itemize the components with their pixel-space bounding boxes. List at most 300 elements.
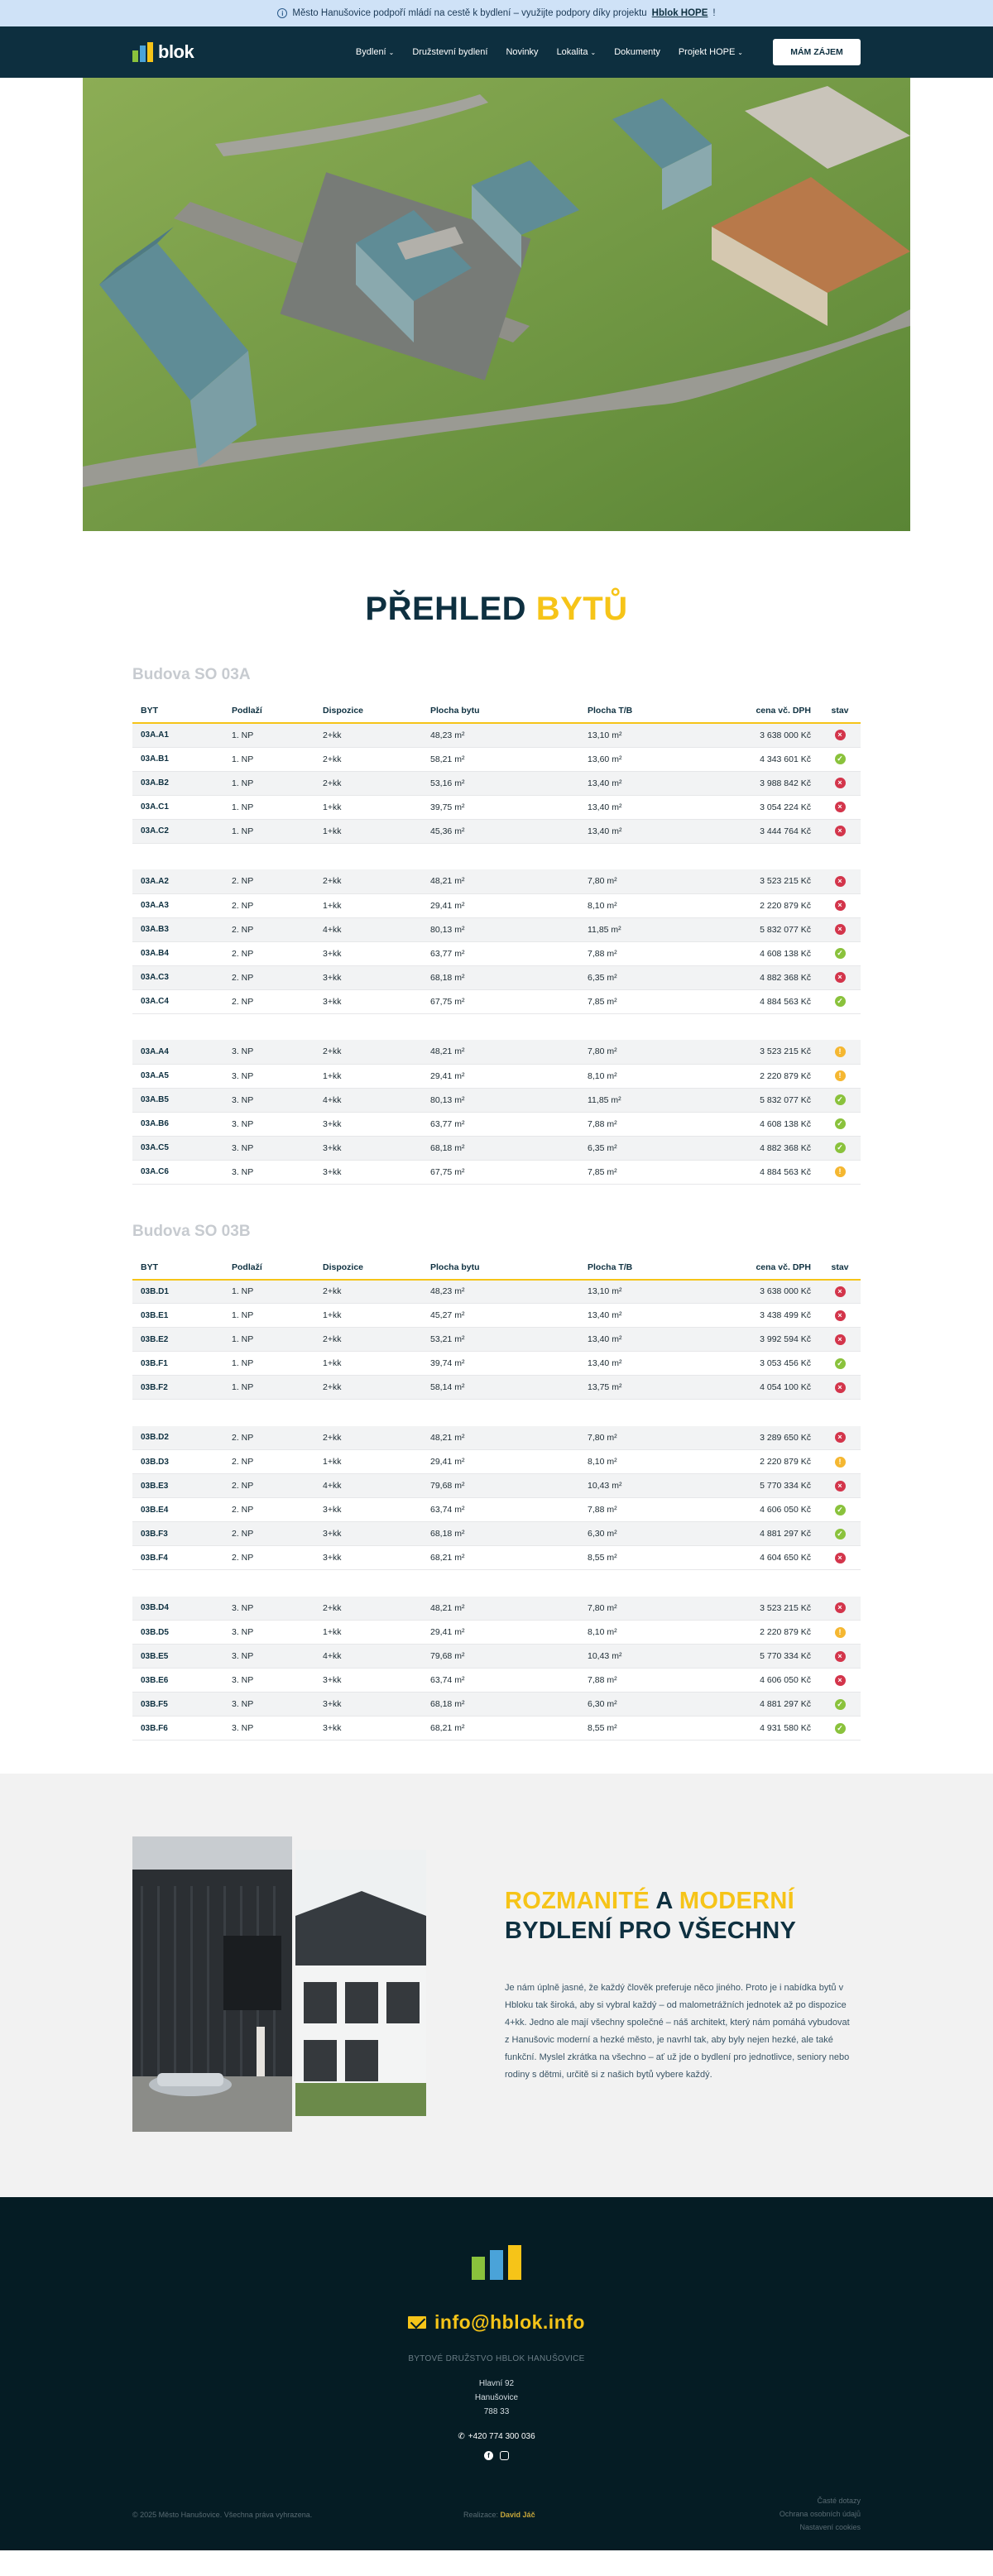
table-row[interactable]	[132, 989, 861, 1013]
table-cell: 8,55 m²	[579, 1546, 720, 1570]
status-cell	[819, 1088, 861, 1112]
column-header: BYT	[132, 1256, 223, 1280]
table-cell: 3. NP	[223, 1040, 314, 1064]
table-cell: 4 608 138 Kč	[720, 941, 819, 965]
column-header: cena vč. DPH	[720, 1256, 819, 1280]
table-cell: 63,74 m²	[422, 1498, 579, 1522]
available-status-icon: ✓	[835, 1094, 846, 1105]
sold-status-icon: ×	[835, 1334, 846, 1345]
table-cell: 58,21 m²	[422, 747, 579, 771]
table-cell: 63,77 m²	[422, 941, 579, 965]
table-cell: 13,40 m²	[579, 1328, 720, 1352]
status-cell	[819, 1621, 861, 1645]
status-cell	[819, 1304, 861, 1328]
table-cell: 3+kk	[314, 1112, 422, 1136]
table-cell: 3+kk	[314, 1693, 422, 1717]
table-cell: 4 881 297 Kč	[720, 1693, 819, 1717]
table-cell: 45,36 m²	[422, 819, 579, 843]
status-cell	[819, 1280, 861, 1304]
unit-link[interactable]: 03A.A3	[132, 893, 223, 917]
table-cell: 4+kk	[314, 917, 422, 941]
table-cell: 3 638 000 Kč	[720, 1280, 819, 1304]
status-cell	[819, 965, 861, 989]
table-cell: 8,55 m²	[579, 1717, 720, 1740]
units-table	[132, 699, 861, 1185]
available-status-icon: ✓	[835, 1142, 846, 1153]
table-cell: 7,80 m²	[579, 1040, 720, 1064]
table-cell: 68,21 m²	[422, 1546, 579, 1570]
table-row[interactable]	[132, 1160, 861, 1184]
column-header: BYT	[132, 699, 223, 723]
table-row[interactable]	[132, 1693, 861, 1717]
unit-link[interactable]: 03B.E6	[132, 1669, 223, 1693]
table-cell: 3. NP	[223, 1693, 314, 1717]
sold-status-icon: ×	[835, 900, 846, 911]
nav-item-label: Dokumenty	[614, 47, 660, 57]
social-links	[0, 2451, 993, 2460]
unit-link[interactable]: 03B.F5	[132, 1693, 223, 1717]
unit-link[interactable]: 03A.C5	[132, 1136, 223, 1160]
table-cell: 4 931 580 Kč	[720, 1717, 819, 1740]
table-row[interactable]	[132, 1669, 861, 1693]
available-status-icon: ✓	[835, 948, 846, 959]
reserved-status-icon: !	[835, 1627, 846, 1638]
status-cell	[819, 1160, 861, 1184]
unit-link[interactable]: 03B.F2	[132, 1376, 223, 1400]
table-cell: 3. NP	[223, 1717, 314, 1740]
footer-link-privacy[interactable]: Ochrana osobních údajů	[779, 2510, 861, 2518]
table-cell: 4 882 368 Kč	[720, 1136, 819, 1160]
sold-status-icon: ×	[835, 1651, 846, 1662]
table-cell: 6,35 m²	[579, 1136, 720, 1160]
table-cell: 3+kk	[314, 1717, 422, 1740]
sold-status-icon: ×	[835, 924, 846, 935]
sold-status-icon: ×	[835, 876, 846, 887]
table-cell: 80,13 m²	[422, 917, 579, 941]
column-header: Plocha T/B	[579, 699, 720, 723]
unit-link[interactable]: 03A.B1	[132, 747, 223, 771]
unit-link[interactable]: 03A.B3	[132, 917, 223, 941]
footer-phone-link[interactable]	[0, 2432, 993, 2441]
table-cell: 4 884 563 Kč	[720, 989, 819, 1013]
reserved-status-icon: !	[835, 1166, 846, 1177]
table-cell: 5 832 077 Kč	[720, 917, 819, 941]
table-cell: 29,41 m²	[422, 1450, 579, 1474]
table-row[interactable]	[132, 795, 861, 819]
table-cell: 8,10 m²	[579, 1064, 720, 1088]
footer-address-city: Hanušovice	[474, 2393, 519, 2402]
main-nav	[356, 47, 743, 57]
table-cell: 67,75 m²	[422, 1160, 579, 1184]
table-cell: 3 523 215 Kč	[720, 1597, 819, 1621]
table-row[interactable]	[132, 893, 861, 917]
table-cell: 29,41 m²	[422, 1064, 579, 1088]
table-row[interactable]	[132, 1498, 861, 1522]
table-cell: 7,88 m²	[579, 1498, 720, 1522]
nav-item-label: Lokalita	[556, 47, 588, 57]
table-cell: 2+kk	[314, 1376, 422, 1400]
table-cell: 63,74 m²	[422, 1669, 579, 1693]
table-cell: 8,10 m²	[579, 1450, 720, 1474]
table-cell: 5 832 077 Kč	[720, 1088, 819, 1112]
site-header	[0, 26, 993, 78]
available-status-icon: ✓	[835, 754, 846, 764]
unit-link[interactable]: 03A.B5	[132, 1088, 223, 1112]
unit-link[interactable]: 03A.A1	[132, 723, 223, 747]
table-row[interactable]	[132, 1064, 861, 1088]
table-cell: 3 523 215 Kč	[720, 1040, 819, 1064]
table-cell: 2+kk	[314, 1328, 422, 1352]
table-cell: 3. NP	[223, 1064, 314, 1088]
unit-link[interactable]: 03A.A5	[132, 1064, 223, 1088]
table-cell: 3. NP	[223, 1160, 314, 1184]
unit-link[interactable]: 03A.C4	[132, 989, 223, 1013]
footer-email: info@hblok.info	[434, 2311, 585, 2333]
footer-credit: Realizace: David Jáč	[463, 2511, 535, 2519]
unit-link[interactable]: 03B.F6	[132, 1717, 223, 1740]
sold-status-icon: ×	[835, 1310, 846, 1321]
table-cell: 2 220 879 Kč	[720, 1450, 819, 1474]
table-cell: 45,27 m²	[422, 1304, 579, 1328]
table-cell: 1+kk	[314, 893, 422, 917]
status-cell	[819, 917, 861, 941]
table-cell: 2+kk	[314, 723, 422, 747]
table-cell: 3 289 650 Kč	[720, 1426, 819, 1450]
reserved-status-icon: !	[835, 1457, 846, 1468]
table-row[interactable]	[132, 1136, 861, 1160]
table-row[interactable]	[132, 819, 861, 843]
building-name: Budova SO 03B	[132, 1222, 251, 1240]
table-cell: 3+kk	[314, 941, 422, 965]
unit-link[interactable]: 03B.D3	[132, 1450, 223, 1474]
table-cell: 5 770 334 Kč	[720, 1474, 819, 1498]
table-cell: 7,80 m²	[579, 1597, 720, 1621]
units-table	[132, 1256, 861, 1741]
table-cell: 2. NP	[223, 1426, 314, 1450]
table-cell: 3 992 594 Kč	[720, 1328, 819, 1352]
nav-item-label: Novinky	[506, 47, 539, 57]
table-row[interactable]	[132, 1112, 861, 1136]
footer-logo-icon	[472, 2245, 521, 2284]
status-cell	[819, 893, 861, 917]
table-cell: 3. NP	[223, 1136, 314, 1160]
sold-status-icon: ×	[835, 802, 846, 812]
sold-status-icon: ×	[835, 1602, 846, 1613]
unit-link[interactable]: 03B.E2	[132, 1328, 223, 1352]
unit-link[interactable]: 03A.B4	[132, 941, 223, 965]
unit-link[interactable]: 03B.F4	[132, 1546, 223, 1570]
table-cell: 1+kk	[314, 1064, 422, 1088]
promo-section	[0, 1774, 993, 2197]
table-cell: 79,68 m²	[422, 1645, 579, 1669]
buildings-list	[0, 666, 993, 1740]
footer-phone: +420 774 300 036	[468, 2432, 535, 2441]
table-row[interactable]	[132, 1088, 861, 1112]
table-cell: 48,21 m²	[422, 1597, 579, 1621]
table-cell: 4 606 050 Kč	[720, 1669, 819, 1693]
status-cell	[819, 1645, 861, 1669]
unit-link[interactable]: 03B.E5	[132, 1645, 223, 1669]
sold-status-icon: ×	[835, 1382, 846, 1393]
status-cell	[819, 1522, 861, 1546]
unit-link[interactable]: 03B.F1	[132, 1352, 223, 1376]
table-row[interactable]	[132, 1304, 861, 1328]
table-row[interactable]	[132, 1426, 861, 1450]
table-cell: 48,21 m²	[422, 1426, 579, 1450]
table-cell: 2+kk	[314, 771, 422, 795]
table-cell: 5 770 334 Kč	[720, 1645, 819, 1669]
unit-link[interactable]: 03A.C3	[132, 965, 223, 989]
available-status-icon: ✓	[835, 1505, 846, 1515]
reserved-status-icon: !	[835, 1070, 846, 1081]
logo[interactable]	[132, 41, 194, 63]
logo-mark-icon	[132, 42, 153, 62]
status-cell	[819, 989, 861, 1013]
table-row[interactable]	[132, 869, 861, 893]
table-row[interactable]	[132, 771, 861, 795]
interest-button[interactable]: MÁM ZÁJEM	[773, 39, 861, 65]
table-row[interactable]	[132, 723, 861, 747]
unit-link[interactable]: 03B.F3	[132, 1522, 223, 1546]
table-cell: 3 053 456 Kč	[720, 1352, 819, 1376]
sold-status-icon: ×	[835, 1675, 846, 1686]
table-row[interactable]	[132, 1645, 861, 1669]
table-row[interactable]	[132, 917, 861, 941]
table-cell: 1. NP	[223, 795, 314, 819]
site-footer	[0, 2197, 993, 2550]
status-cell	[819, 1040, 861, 1064]
table-cell: 4 054 100 Kč	[720, 1376, 819, 1400]
table-cell: 3. NP	[223, 1669, 314, 1693]
table-cell: 2 220 879 Kč	[720, 1621, 819, 1645]
table-cell: 1+kk	[314, 795, 422, 819]
table-cell: 39,74 m²	[422, 1352, 579, 1376]
chevron-down-icon: ⌄	[737, 48, 743, 56]
table-cell: 63,77 m²	[422, 1112, 579, 1136]
status-cell	[819, 795, 861, 819]
table-cell: 4 604 650 Kč	[720, 1546, 819, 1570]
table-cell: 6,30 m²	[579, 1522, 720, 1546]
table-cell: 2. NP	[223, 917, 314, 941]
mail-icon	[408, 2316, 426, 2329]
table-cell: 6,35 m²	[579, 965, 720, 989]
sold-status-icon: ×	[835, 1286, 846, 1297]
table-row[interactable]	[132, 1717, 861, 1740]
unit-link[interactable]: 03A.B2	[132, 771, 223, 795]
available-status-icon: ✓	[835, 1358, 846, 1369]
promo-image-building	[295, 1850, 426, 2116]
table-cell: 67,75 m²	[422, 989, 579, 1013]
column-header: Plocha T/B	[579, 1256, 720, 1280]
nav-item-2[interactable]	[506, 47, 538, 57]
unit-link[interactable]: 03B.E3	[132, 1474, 223, 1498]
nav-item-0[interactable]	[356, 47, 394, 57]
promo-body: Je nám úplně jasné, že každý člověk preferuje něco jiného. Proto je i nabídka bytů v Hbloku tak široká, aby si vybral každý – od malometrážních jednotek až po dispozice 4+kk. Jedno ale mají všechny společné – náš architekt, který nám pomáhá vybudovat z Hanušovic moderní a hezké město, je navrhl tak, aby byly nejen hezké, ale také funkční. Myslel zkrátka na všechno – ať už jde o bydlení pro jednotlivce, seniory nebo rodiny s dětmi, určitě si z našich bytů vybere každý.	[505, 1982, 850, 2080]
table-cell: 13,40 m²	[579, 819, 720, 843]
table-cell: 2. NP	[223, 893, 314, 917]
status-cell	[819, 1112, 861, 1136]
announcement-text: Město Hanušovice podpoří mládí na cestě k bydlení – využijte podpory díky projektu	[292, 8, 647, 18]
table-cell: 53,21 m²	[422, 1328, 579, 1352]
sold-status-icon: ×	[835, 778, 846, 788]
table-row[interactable]	[132, 1328, 861, 1352]
table-cell: 7,80 m²	[579, 1426, 720, 1450]
instagram-icon[interactable]	[500, 2451, 509, 2460]
table-cell: 29,41 m²	[422, 1621, 579, 1645]
table-cell: 1. NP	[223, 771, 314, 795]
footer-credit-name[interactable]: David Jáč	[500, 2511, 535, 2519]
table-cell: 1. NP	[223, 1328, 314, 1352]
footer-email-link[interactable]	[0, 2311, 993, 2334]
footer-links	[780, 2494, 861, 2534]
footer-link-faq[interactable]: Časté dotazy	[817, 2497, 861, 2505]
table-cell: 3 444 764 Kč	[720, 819, 819, 843]
status-cell	[819, 1669, 861, 1693]
chevron-down-icon: ⌄	[590, 48, 597, 56]
status-cell	[819, 819, 861, 843]
table-cell: 7,85 m²	[579, 1160, 720, 1184]
table-cell: 2. NP	[223, 1450, 314, 1474]
table-row[interactable]	[132, 1450, 861, 1474]
unit-link[interactable]: 03B.D5	[132, 1621, 223, 1645]
nav-item-4[interactable]	[614, 47, 660, 57]
table-row[interactable]	[132, 1522, 861, 1546]
unit-link[interactable]: 03B.E4	[132, 1498, 223, 1522]
table-cell: 3+kk	[314, 965, 422, 989]
table-row[interactable]	[132, 1546, 861, 1570]
hero-image	[83, 78, 910, 531]
nav-item-3[interactable]	[557, 47, 597, 57]
table-row[interactable]	[132, 1280, 861, 1304]
sold-status-icon: ×	[835, 730, 846, 740]
table-cell: 7,88 m²	[579, 941, 720, 965]
table-cell: 8,10 m²	[579, 1621, 720, 1645]
table-cell: 6,30 m²	[579, 1693, 720, 1717]
table-cell: 1+kk	[314, 1450, 422, 1474]
footer-coop-name: BYTOVÉ DRUŽSTVO HBLOK HANUŠOVICE	[408, 2354, 585, 2363]
table-cell: 4 606 050 Kč	[720, 1498, 819, 1522]
table-cell: 48,21 m²	[422, 869, 579, 893]
table-cell: 3 054 224 Kč	[720, 795, 819, 819]
table-cell: 1+kk	[314, 1352, 422, 1376]
sold-status-icon: ×	[835, 972, 846, 983]
table-cell: 4 881 297 Kč	[720, 1522, 819, 1546]
table-cell: 7,88 m²	[579, 1669, 720, 1693]
nav-item-1[interactable]	[412, 47, 487, 57]
status-cell	[819, 771, 861, 795]
table-row[interactable]	[132, 1376, 861, 1400]
available-status-icon: ✓	[835, 996, 846, 1007]
status-cell	[819, 747, 861, 771]
table-row[interactable]	[132, 1474, 861, 1498]
table-cell: 3. NP	[223, 1088, 314, 1112]
footer-copyright: © 2025 Město Hanušovice. Všechna práva vyhrazena.	[132, 2511, 313, 2519]
promo-title: ROZMANITÉ A MODERNÍ BYDLENÍ PRO VŠECHNY	[505, 1888, 797, 1945]
unit-link[interactable]: 03B.E1	[132, 1304, 223, 1328]
status-cell	[819, 1328, 861, 1352]
table-cell: 1. NP	[223, 819, 314, 843]
table-cell: 7,80 m²	[579, 869, 720, 893]
table-cell: 3 523 215 Kč	[720, 869, 819, 893]
unit-link[interactable]: 03B.D1	[132, 1280, 223, 1304]
status-cell	[819, 1597, 861, 1621]
building-section	[132, 1223, 861, 1741]
available-status-icon: ✓	[835, 1118, 846, 1129]
table-cell: 10,43 m²	[579, 1474, 720, 1498]
status-cell	[819, 1474, 861, 1498]
status-cell	[819, 869, 861, 893]
info-icon: i	[277, 8, 287, 18]
footer-link-cookies[interactable]: Nastavení cookies	[799, 2523, 861, 2531]
footer-address-street: Hlavní 92	[478, 2379, 515, 2388]
unit-link[interactable]: 03A.C1	[132, 795, 223, 819]
sold-status-icon: ×	[835, 1481, 846, 1491]
table-cell: 7,85 m²	[579, 989, 720, 1013]
table-row[interactable]	[132, 747, 861, 771]
table-cell: 2. NP	[223, 869, 314, 893]
table-cell: 68,18 m²	[422, 1693, 579, 1717]
unit-link[interactable]: 03A.A4	[132, 1040, 223, 1064]
table-cell: 10,43 m²	[579, 1645, 720, 1669]
announcement-link[interactable]: Hblok HOPE	[651, 8, 708, 18]
table-cell: 2+kk	[314, 1280, 422, 1304]
table-cell: 3. NP	[223, 1597, 314, 1621]
table-cell: 2+kk	[314, 1426, 422, 1450]
table-cell: 3 988 842 Kč	[720, 771, 819, 795]
announcement-suffix: !	[712, 8, 716, 18]
table-row[interactable]	[132, 1621, 861, 1645]
table-cell: 13,40 m²	[579, 795, 720, 819]
table-row[interactable]	[132, 965, 861, 989]
unit-link[interactable]: 03B.D2	[132, 1426, 223, 1450]
table-cell: 1. NP	[223, 1304, 314, 1328]
unit-link[interactable]: 03B.D4	[132, 1597, 223, 1621]
unit-link[interactable]: 03A.A2	[132, 869, 223, 893]
table-row[interactable]	[132, 941, 861, 965]
facebook-icon[interactable]: f	[484, 2451, 493, 2460]
table-cell: 3. NP	[223, 1112, 314, 1136]
status-cell	[819, 1376, 861, 1400]
table-cell: 68,18 m²	[422, 1136, 579, 1160]
column-header: Dispozice	[314, 699, 422, 723]
nav-item-5[interactable]	[679, 47, 743, 57]
unit-link[interactable]: 03A.C6	[132, 1160, 223, 1184]
unit-link[interactable]: 03A.C2	[132, 819, 223, 843]
available-status-icon: ✓	[835, 1723, 846, 1734]
status-cell	[819, 1136, 861, 1160]
status-cell	[819, 1426, 861, 1450]
table-cell: 1. NP	[223, 1280, 314, 1304]
table-cell: 2. NP	[223, 941, 314, 965]
sold-status-icon: ×	[835, 1432, 846, 1443]
table-row[interactable]	[132, 1040, 861, 1064]
table-cell: 4+kk	[314, 1645, 422, 1669]
table-cell: 29,41 m²	[422, 893, 579, 917]
unit-link[interactable]: 03A.B6	[132, 1112, 223, 1136]
table-row[interactable]	[132, 1352, 861, 1376]
table-cell: 48,21 m²	[422, 1040, 579, 1064]
building-section	[132, 666, 861, 1185]
table-cell: 1. NP	[223, 747, 314, 771]
table-cell: 4 884 563 Kč	[720, 1160, 819, 1184]
table-cell: 3 638 000 Kč	[720, 723, 819, 747]
table-row[interactable]	[132, 1597, 861, 1621]
table-cell: 1. NP	[223, 1352, 314, 1376]
table-cell: 2. NP	[223, 989, 314, 1013]
column-header: Podlaží	[223, 1256, 314, 1280]
table-cell: 2+kk	[314, 869, 422, 893]
table-cell: 2 220 879 Kč	[720, 1064, 819, 1088]
